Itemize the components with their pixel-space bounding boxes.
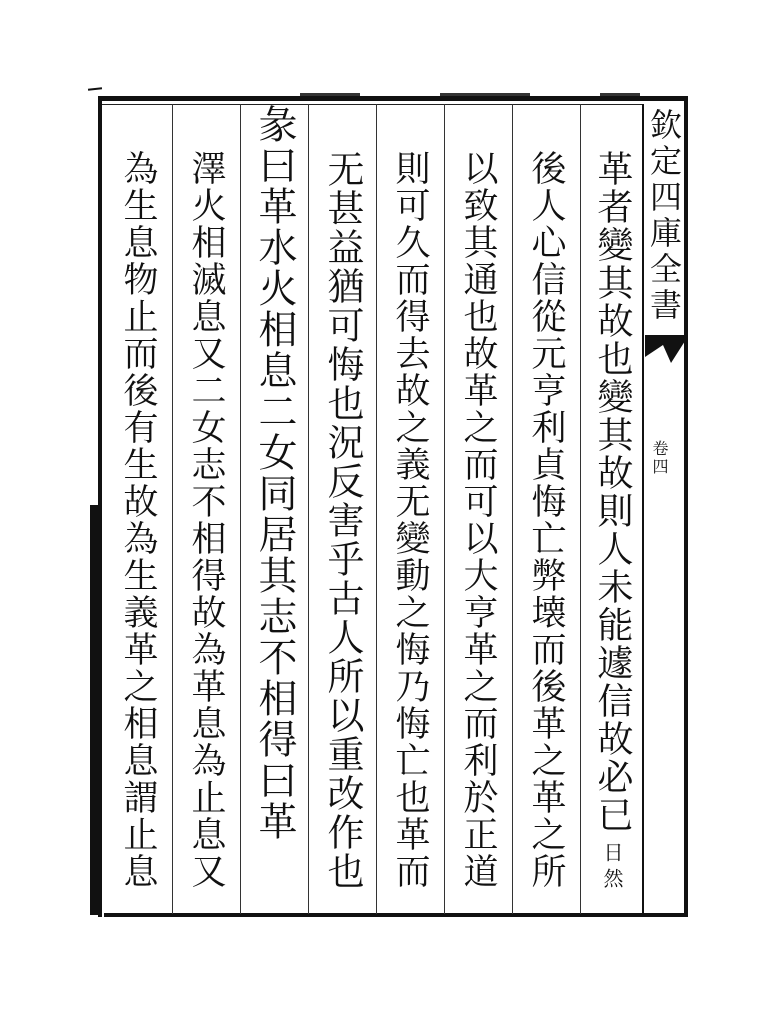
- frame-left-ink-bar: [90, 505, 98, 915]
- column-rule: [240, 104, 241, 914]
- ink-mark: [88, 87, 102, 90]
- volume-number: 卷四: [650, 440, 669, 476]
- text-column-8: [113, 150, 163, 910]
- text-column-1: [587, 150, 637, 910]
- column-rule: [580, 104, 581, 914]
- column-text: 為生息物止而後有生故為生義革之相息謂止息: [118, 150, 158, 890]
- column-text: 以致其通也故革之而可以大亨革之而利於正道: [458, 150, 498, 890]
- column-text: 革者變其故也變其故則人未能遽信故必已: [592, 150, 633, 834]
- text-column-6: [249, 104, 299, 864]
- margin-column-rule: [642, 104, 644, 914]
- frame-top-border: [98, 96, 688, 101]
- column-rule: [172, 104, 173, 914]
- frame-left-border: [98, 96, 102, 917]
- column-text: 无甚益猶可悔也況反害乎古人所以重改作也: [321, 150, 364, 891]
- column-rule: [376, 104, 377, 914]
- column-rule: [512, 104, 513, 914]
- frame-bottom-border: [104, 913, 688, 917]
- text-column-3: [453, 150, 503, 910]
- text-column-2: [521, 150, 571, 910]
- column-text: 後人心信從元亨利貞悔亡弊壊而後革之革之所: [526, 150, 566, 890]
- column-text: 則可久而得去故之義无變動之悔乃悔亡也革而: [390, 150, 430, 890]
- column-rule: [444, 104, 445, 914]
- column-small-note: 日然: [600, 842, 624, 894]
- frame-top-inner-rule: [98, 104, 642, 105]
- fishtail-mark-icon: [645, 335, 685, 363]
- column-rule: [308, 104, 309, 914]
- column-text: 澤火相滅息又二女志不相得故為革息為止息又: [186, 150, 226, 890]
- column-text: 彖曰革水火相息二女同居其志不相得曰革: [252, 104, 297, 842]
- book-title: 欽定四庫全書: [645, 108, 683, 324]
- frame-right-border: [684, 96, 688, 917]
- margin-column: [645, 108, 683, 908]
- text-column-5: [317, 150, 367, 910]
- text-column-4: [385, 150, 435, 910]
- text-column-7: [181, 150, 231, 910]
